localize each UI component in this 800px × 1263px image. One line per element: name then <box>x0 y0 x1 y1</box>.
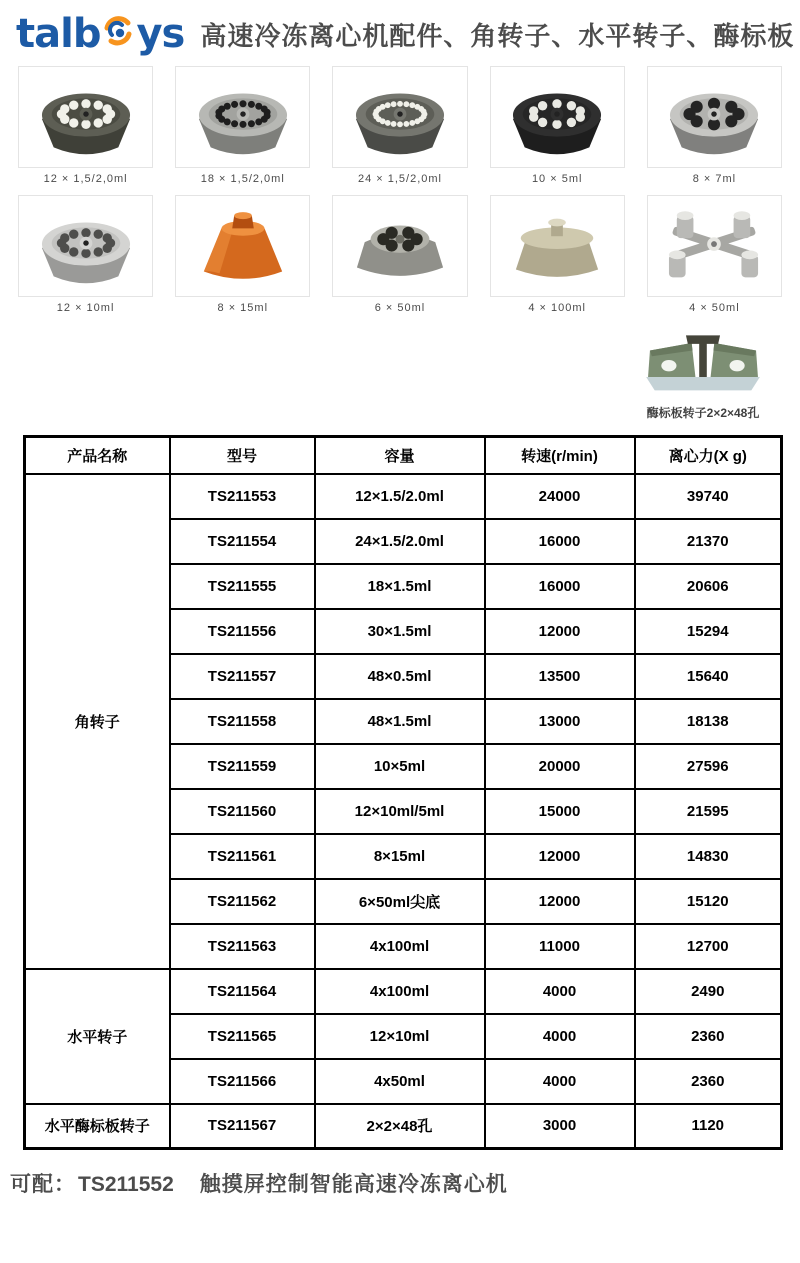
table-cell-force: 2360 <box>635 1014 782 1059</box>
table-cell-model: TS211560 <box>170 789 315 834</box>
table-cell-capacity: 24×1.5/2.0ml <box>315 519 485 564</box>
table-cell-force: 12700 <box>635 924 782 969</box>
spec-table-body <box>25 474 782 1149</box>
rotor-photo <box>332 66 467 168</box>
table-cell-model: TS211558 <box>170 699 315 744</box>
compatible-prefix: 可配： <box>10 1173 76 1196</box>
table-cell-speed: 4000 <box>485 1059 635 1104</box>
table-row <box>25 969 782 1014</box>
table-cell-model: TS211555 <box>170 564 315 609</box>
product-gallery <box>0 62 800 316</box>
table-cell-capacity: 4x50ml <box>315 1059 485 1104</box>
table-cell-capacity: 4x100ml <box>315 969 485 1014</box>
product-group-cell: 水平转子 <box>25 969 170 1104</box>
table-cell-capacity: 18×1.5ml <box>315 564 485 609</box>
table-cell-force: 18138 <box>635 699 782 744</box>
product-caption: 6 × 50ml <box>374 302 426 314</box>
table-cell-model: TS211561 <box>170 834 315 879</box>
table-cell-force: 21595 <box>635 789 782 834</box>
logo-text-left: talb <box>16 11 101 57</box>
table-cell-speed: 12000 <box>485 834 635 879</box>
table-cell-capacity: 2×2×48孔 <box>315 1104 485 1149</box>
table-cell-model: TS211554 <box>170 519 315 564</box>
product-thumb <box>490 195 625 316</box>
table-cell-force: 39740 <box>635 474 782 519</box>
table-cell-capacity: 4x100ml <box>315 924 485 969</box>
plate-rotor-row <box>0 316 800 425</box>
table-cell-force: 2490 <box>635 969 782 1014</box>
product-thumb <box>332 66 467 187</box>
compatible-note <box>0 1150 800 1198</box>
table-cell-capacity: 8×15ml <box>315 834 485 879</box>
table-cell-speed: 12000 <box>485 609 635 654</box>
table-cell-model: TS211559 <box>170 744 315 789</box>
product-group-cell: 水平酶标板转子 <box>25 1104 170 1149</box>
table-cell-capacity: 12×10ml/5ml <box>315 789 485 834</box>
table-cell-capacity: 12×10ml <box>315 1014 485 1059</box>
product-caption: 24 × 1,5/2,0ml <box>357 173 442 185</box>
table-cell-capacity: 12×1.5/2.0ml <box>315 474 485 519</box>
table-cell-model: TS211553 <box>170 474 315 519</box>
table-cell-speed: 11000 <box>485 924 635 969</box>
product-caption: 8 × 7ml <box>692 173 737 185</box>
table-cell-model: TS211563 <box>170 924 315 969</box>
product-thumb <box>175 66 310 187</box>
rotor-photo <box>332 195 467 297</box>
table-cell-force: 20606 <box>635 564 782 609</box>
product-group-cell: 角转子 <box>25 474 170 969</box>
table-cell-force: 27596 <box>635 744 782 789</box>
product-caption: 18 × 1,5/2,0ml <box>200 173 285 185</box>
table-cell-speed: 4000 <box>485 969 635 1014</box>
column-header: 离心力(X g) <box>635 437 782 474</box>
table-cell-capacity: 48×0.5ml <box>315 654 485 699</box>
table-cell-force: 15120 <box>635 879 782 924</box>
table-cell-speed: 20000 <box>485 744 635 789</box>
table-cell-force: 2360 <box>635 1059 782 1104</box>
table-row <box>25 474 782 519</box>
table-cell-force: 1120 <box>635 1104 782 1149</box>
product-thumb <box>18 195 153 316</box>
table-cell-speed: 24000 <box>485 474 635 519</box>
column-header: 型号 <box>170 437 315 474</box>
table-cell-speed: 4000 <box>485 1014 635 1059</box>
rotor-photo <box>490 195 625 297</box>
table-cell-model: TS211567 <box>170 1104 315 1149</box>
table-cell-force: 15294 <box>635 609 782 654</box>
product-caption: 8 × 15ml <box>217 302 269 314</box>
table-cell-speed: 15000 <box>485 789 635 834</box>
compatible-description: 触摸屏控制智能高速冷冻离心机 <box>199 1173 508 1196</box>
table-cell-capacity: 30×1.5ml <box>315 609 485 654</box>
rotor-photo <box>647 195 782 297</box>
product-caption: 12 × 1,5/2,0ml <box>43 173 128 185</box>
product-thumb <box>175 195 310 316</box>
product-thumb <box>18 66 153 187</box>
plate-rotor-caption: 酶标板转子2×2×48孔 <box>646 406 760 420</box>
rotor-photo <box>490 66 625 168</box>
table-cell-force: 15640 <box>635 654 782 699</box>
rotor-photo <box>175 66 310 168</box>
table-cell-speed: 3000 <box>485 1104 635 1149</box>
compatible-model: TS211552 <box>78 1173 174 1196</box>
rotor-photo <box>175 195 310 297</box>
rotor-photo <box>18 66 153 168</box>
talboys-logo <box>16 11 185 57</box>
column-header: 容量 <box>315 437 485 474</box>
spec-table <box>23 435 783 1150</box>
table-cell-model: TS211566 <box>170 1059 315 1104</box>
table-cell-capacity: 10×5ml <box>315 744 485 789</box>
table-cell-model: TS211565 <box>170 1014 315 1059</box>
table-cell-speed: 16000 <box>485 564 635 609</box>
header-row <box>25 437 782 474</box>
rotor-photo <box>647 66 782 168</box>
product-caption: 4 × 100ml <box>528 302 586 314</box>
product-caption: 4 × 50ml <box>689 302 740 314</box>
table-cell-model: TS211564 <box>170 969 315 1014</box>
column-header: 产品名称 <box>25 437 170 474</box>
table-row <box>25 1104 782 1149</box>
plate-rotor-figure <box>632 322 774 421</box>
plate-rotor-image <box>632 322 774 398</box>
table-cell-speed: 12000 <box>485 879 635 924</box>
header <box>0 0 800 62</box>
product-caption: 10 × 5ml <box>531 173 583 185</box>
table-cell-speed: 13500 <box>485 654 635 699</box>
product-thumb <box>490 66 625 187</box>
product-thumb <box>647 66 782 187</box>
table-cell-capacity: 48×1.5ml <box>315 699 485 744</box>
table-cell-capacity: 6×50ml尖底 <box>315 879 485 924</box>
table-cell-force: 21370 <box>635 519 782 564</box>
spec-table-header <box>25 437 782 474</box>
table-cell-model: TS211557 <box>170 654 315 699</box>
table-cell-force: 14830 <box>635 834 782 879</box>
product-thumb <box>332 195 467 316</box>
product-thumb <box>647 195 782 316</box>
logo-text-right: ys <box>136 11 185 57</box>
rotor-photo <box>18 195 153 297</box>
page-title: 高速冷冻离心机配件、角转子、水平转子、酶标板 <box>200 20 795 51</box>
product-caption: 12 × 10ml <box>56 302 115 314</box>
logo-swirl-icon <box>100 14 136 54</box>
table-cell-speed: 16000 <box>485 519 635 564</box>
table-cell-model: TS211562 <box>170 879 315 924</box>
column-header: 转速(r/min) <box>485 437 635 474</box>
table-cell-model: TS211556 <box>170 609 315 654</box>
table-cell-speed: 13000 <box>485 699 635 744</box>
